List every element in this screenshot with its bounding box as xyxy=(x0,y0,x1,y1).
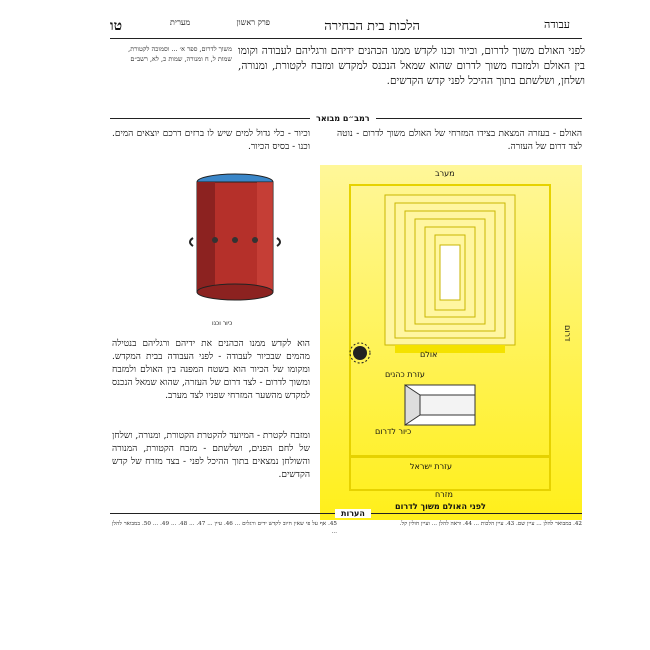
label-south: דרום xyxy=(563,325,572,342)
label-azarat-israel: עזרת ישראל xyxy=(410,462,452,471)
header-title: הלכות בית הבחירה xyxy=(324,19,420,34)
right-paragraph: האולם - בעזרה המצאת בצידו המזרחי של האולם משוך לדרום - נוטה לצד דרום של העזרה. xyxy=(337,129,582,152)
left-paragraph-1: וכיור - כלי גדול למים שיש לו ברזים דרכם יוצאים המים. וכנו - בסיס הכיור. xyxy=(112,129,310,152)
notes-right: 42. במבואר להלן ... עיין שם. 43. עיין הלכות ... 44. וראה להלן ... ועיין חולין קל. xyxy=(399,521,582,527)
label-east: מזרח xyxy=(435,490,453,499)
notes-title: הערות xyxy=(335,509,371,518)
temple-diagram xyxy=(320,165,582,520)
running-header xyxy=(110,18,570,38)
side-notes: משוך לדרום, ספר א׳ ... וסמוכה לקטורת, שמות ל, ח ומנורה, שמות כ, לא, רשב״ם xyxy=(128,45,232,63)
kiyor-illustration xyxy=(185,168,285,318)
left-paragraph-2: הוא לקדש ממנו הכהנים את ידיהם ורגליהם בנטילה מהמים שבכיור לעבודה - לפני העבודה בבית המקדש. ומקומו של הכיור הוא בשטח המפנה בין האולם ולמזבח ומשוך לדרום - לצד דרום של העזרה, שהוא שמאל הנכנס למקדש מהשער המזרחי שפניו לצד מערב. xyxy=(112,339,310,401)
section-title: רמב״ם מבואר xyxy=(310,114,376,123)
label-west: מערב xyxy=(435,169,455,178)
header-small: מערית xyxy=(170,18,191,27)
left-paragraph-3: ומזבח לקטרת - המיועד להקטרת הקטורת, ומנורה, ושלחן של לחם הפנים, ושלשתם - מזבח הקטורת, המנורה והשולחן נמצאים בתוך ההיכל לפני - בצד מזרח של קדש הקדשים. xyxy=(112,431,310,480)
notes-left: 45. אף על פי שאין חיוב לקדש ידים ורגלים ... 46. עיין ... 47. ... 48. ... 49. ... 50. במבואר להלן ... xyxy=(112,521,337,536)
header-chapter: פרק ראשון xyxy=(236,18,270,27)
label-ulam: אולם xyxy=(420,350,438,359)
diagram-caption: לפני האולם משוך לדרום xyxy=(395,502,486,511)
kiyor-caption: כיור וכנו xyxy=(212,320,233,327)
main-text: לפני האולם משוך לדרום, וכיור וכנו לקדש ממנו הכהנים ידיהם ורגליהם לעבודה וקומו בין האולם ולמזבח משוך לדרום שהוא שמאל הנכנס למקדש ומזבח לקטורת, ומנורה, ושלחן, ושלשתם בתוך ההיכל לפני קדש הקדשים. xyxy=(238,45,585,87)
header-right: עבודה xyxy=(544,18,570,31)
label-azarat-kohanim: עזרת כהנים xyxy=(385,370,425,379)
header-rule xyxy=(110,38,582,39)
page-number: טו xyxy=(110,18,123,34)
label-kiyor: כיור לדרום xyxy=(375,427,412,436)
